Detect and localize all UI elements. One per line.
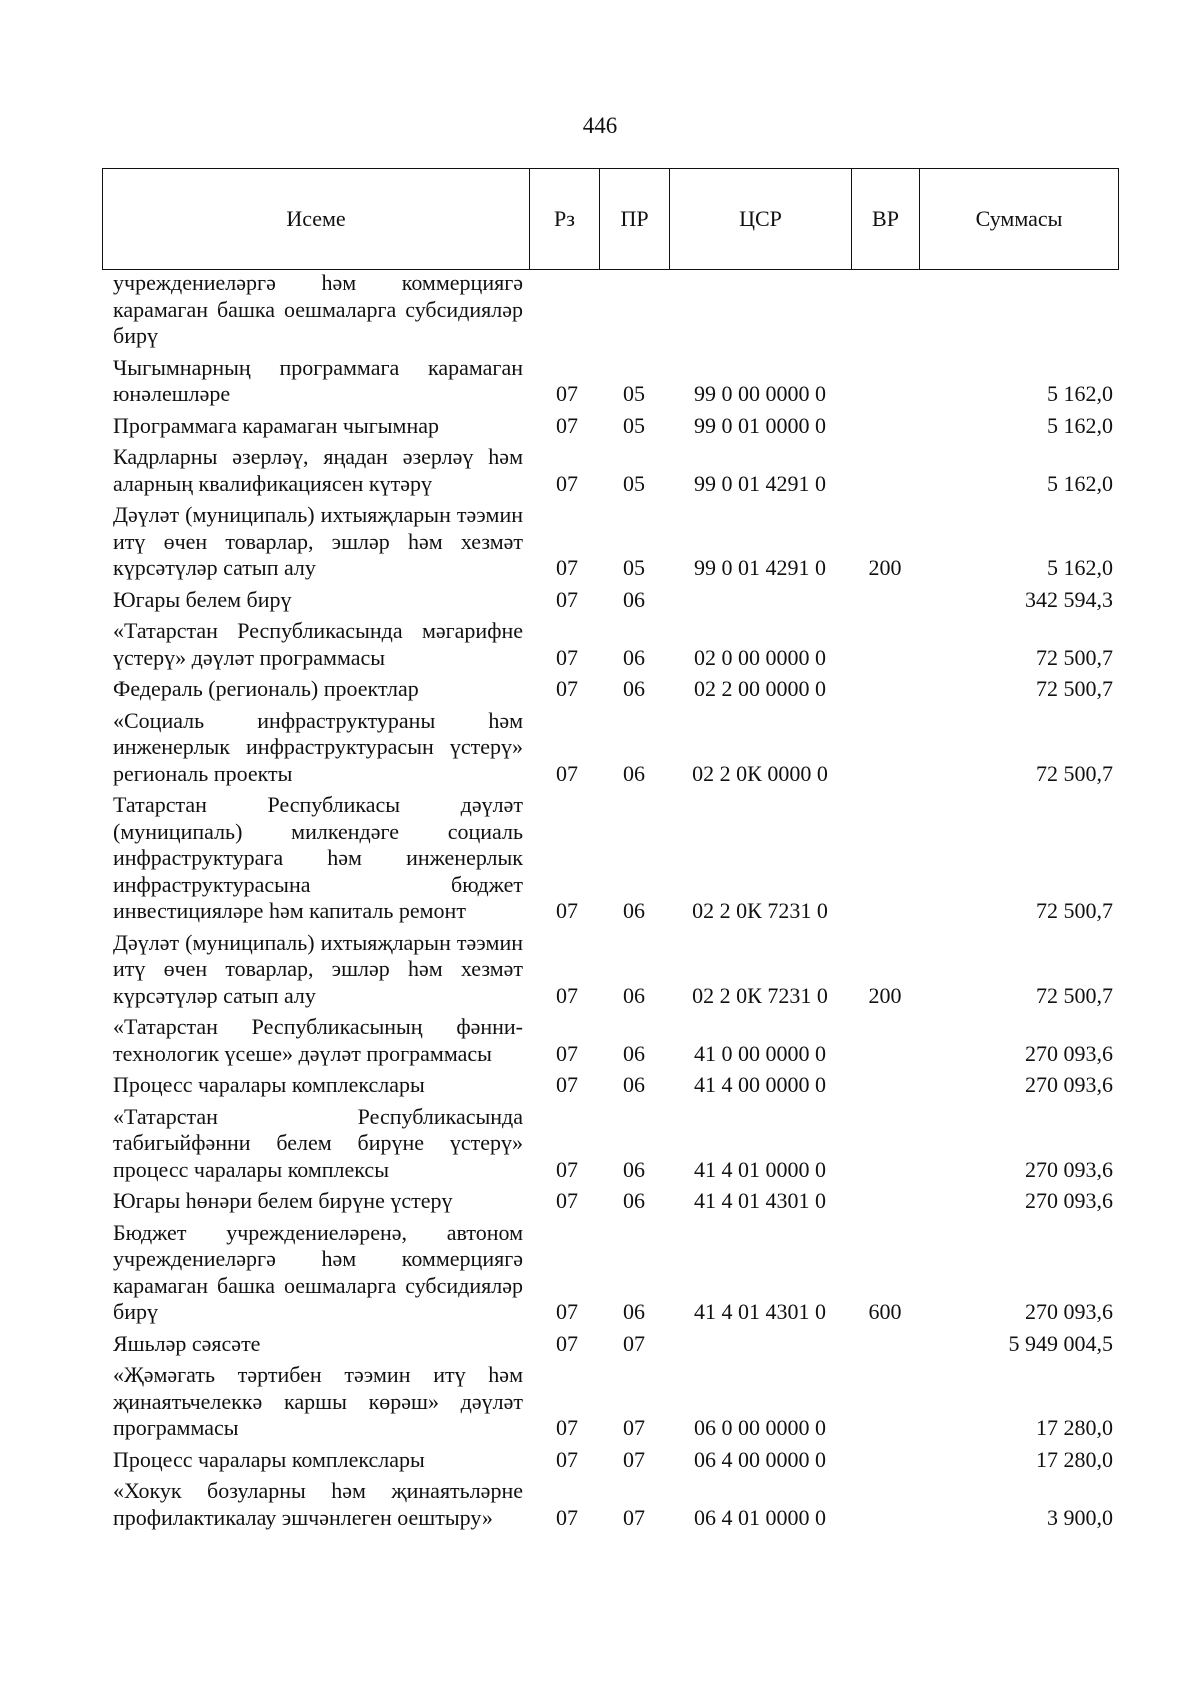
row-rz: 07 [556,1040,578,1066]
table-row [102,355,1119,413]
row-rz: 07 [556,982,578,1008]
row-name: Кадрларны əзерлəү, яңадан əзерлəү һəм аларның квалификациясен күтəрү [113,444,523,496]
row-csr: 06 4 00 0000 0 [694,1446,826,1472]
table-row [102,270,1119,355]
column-header-vr: ВР [852,169,920,269]
table-row [102,1447,1119,1479]
row-rz: 07 [556,470,578,496]
row-name: Процесс чаралары комплекслары [113,1072,425,1097]
table-row [102,1072,1119,1104]
table-row [102,1104,1119,1189]
row-name: Процесс чаралары комплекслары [113,1446,425,1472]
column-header-rz: Рз [530,169,600,269]
page-number: 446 [582,113,618,138]
row-rz: 07 [556,1156,578,1182]
row-name: «Татарстан Республикасының фəнни-технологик үсеше» дəүлəт программасы [113,1014,523,1066]
row-csr: 41 4 00 0000 0 [694,1072,826,1097]
row-csr: 41 4 01 0000 0 [694,1156,826,1182]
row-sum: 17 280,0 [1036,1415,1113,1440]
row-rz: 07 [556,644,578,670]
row-rz: 07 [556,555,578,580]
row-rz: 07 [556,1446,578,1472]
table-row [102,708,1119,793]
table-row [102,1478,1119,1536]
column-header-pr: ПР [600,169,670,269]
row-name: Татарстан Республикасы дəүлəт (муниципаль) милкендəге социаль инфраструктурага һəм инженерлык инфраструктурасына бюджет инвестициялəре һəм капиталь ремонт [113,792,523,923]
row-sum: 72 500,7 [1036,982,1113,1008]
row-csr: 99 0 01 0000 0 [694,412,826,438]
row-pr: 06 [623,760,645,786]
row-pr: 05 [623,555,645,580]
row-vr: 200 [868,555,902,580]
row-csr: 02 0 00 0000 0 [694,644,826,670]
row-vr: 200 [868,982,902,1008]
row-name: Бюджет учреждениелəренə, автоном учреждениелəргə һəм коммерциягə карамаган башка оешмаларга субсидиялəр бирү [113,1219,523,1324]
row-rz: 07 [556,586,578,612]
row-sum: 5 162,0 [1047,381,1113,406]
row-csr: 06 4 01 0000 0 [694,1504,826,1530]
row-pr: 06 [623,644,645,670]
row-rz: 07 [556,1415,578,1440]
row-name: «Татарстан Республикасында мəгарифне үстерү» дəүлəт программасы [113,618,523,670]
row-pr: 06 [623,1188,645,1213]
row-name: Югары һөнəри белем бирүне үстерү [113,1188,453,1213]
row-csr: 02 2 00 0000 0 [694,676,826,701]
row-sum: 270 093,6 [1025,1188,1113,1213]
row-name: Дəүлəт (муниципаль) ихтыяҗларын тəэмин итү өчен товарлар, эшлəр һəм хезмəт күрсəтүлəр сатып алу [113,929,523,1008]
row-pr: 06 [623,1040,645,1066]
row-csr: 02 2 0К 7231 0 [692,982,828,1008]
row-sum: 270 093,6 [1025,1072,1113,1097]
row-name: «Җəмəгать тəртибен тəэмин итү һəм җинаятьчелеккə каршы көрəш» дəүлəт программасы [113,1362,523,1440]
table-row [102,1331,1119,1363]
row-name: Яшьлəр сəясəте [113,1330,261,1356]
row-rz: 07 [556,412,578,438]
row-pr: 06 [623,1156,645,1182]
row-csr: 99 0 01 4291 0 [694,470,826,496]
row-csr: 41 0 00 0000 0 [694,1040,826,1066]
row-rz: 07 [556,676,578,701]
row-name: Югары белем бирү [113,586,292,612]
table-row [102,930,1119,1015]
row-sum: 72 500,7 [1036,898,1113,923]
row-pr: 06 [623,898,645,923]
row-name: Чыгымнарның программага карамаган юнəлешлəре [113,354,523,406]
row-sum: 17 280,0 [1036,1446,1113,1472]
row-pr: 05 [623,412,645,438]
row-pr: 06 [623,1299,645,1324]
row-pr: 06 [623,1072,645,1097]
row-csr: 41 4 01 4301 0 [694,1299,826,1324]
row-rz: 07 [556,760,578,786]
row-pr: 07 [623,1446,645,1472]
row-rz: 07 [556,1299,578,1324]
row-name: учреждениелəргə һəм коммерциягə карамаган башка оешмаларга субсидиялəр бирү [113,270,523,348]
row-sum: 270 093,6 [1025,1299,1113,1324]
row-rz: 07 [556,898,578,923]
table-header [102,168,1119,270]
row-rz: 07 [556,1188,578,1213]
table-row [102,676,1119,708]
row-name: Дəүлəт (муниципаль) ихтыяҗларын тəэмин итү өчен товарлар, эшлəр һəм хезмəт күрсəтүлəр сатып алу [113,502,523,580]
row-sum: 5 162,0 [1047,470,1113,496]
table-row [102,587,1119,619]
table-row [102,444,1119,502]
row-sum: 72 500,7 [1036,644,1113,670]
row-pr: 07 [623,1415,645,1440]
row-vr: 600 [868,1299,902,1324]
row-name: Программага карамаган чыгымнар [113,412,440,438]
row-csr: 99 0 01 4291 0 [694,555,826,580]
column-header-csr: ЦСР [670,169,852,269]
table-row [102,1188,1119,1220]
row-sum: 342 594,3 [1025,586,1113,612]
column-header-name: Исеме [103,169,530,269]
row-pr: 06 [623,676,645,701]
row-sum: 3 900,0 [1047,1504,1113,1530]
row-pr: 05 [623,470,645,496]
row-sum: 72 500,7 [1036,760,1113,786]
row-sum: 72 500,7 [1036,676,1113,701]
row-rz: 07 [556,381,578,406]
row-csr: 99 0 00 0000 0 [694,381,826,406]
table-row [102,502,1119,587]
table-row [102,413,1119,445]
row-csr: 02 2 0К 7231 0 [692,898,828,923]
table-row [102,1220,1119,1331]
row-name: Федераль (региональ) проектлар [113,676,419,701]
row-rz: 07 [556,1504,578,1530]
row-csr: 02 2 0К 0000 0 [692,760,828,786]
row-name: «Татарстан Республикасында табигыйфəнни белем бирүне үстерү» процесс чаралары комплексы [113,1103,523,1182]
table-row [102,1362,1119,1447]
table-row [102,1014,1119,1072]
row-sum: 270 093,6 [1025,1040,1113,1066]
row-pr: 05 [623,381,645,406]
column-header-sum: Суммасы [975,206,1063,231]
row-pr: 06 [623,586,645,612]
row-sum: 5 162,0 [1047,412,1113,438]
row-rz: 07 [556,1072,578,1097]
row-sum: 5 162,0 [1047,555,1113,580]
row-rz: 07 [556,1330,578,1356]
row-sum: 5 949 004,5 [1008,1330,1113,1356]
row-csr: 06 0 00 0000 0 [694,1415,826,1440]
row-pr: 06 [623,982,645,1008]
row-pr: 07 [623,1330,645,1356]
row-sum: 270 093,6 [1025,1156,1113,1182]
row-csr: 41 4 01 4301 0 [694,1188,826,1213]
table-row [102,792,1119,930]
row-pr: 07 [623,1504,645,1530]
table-body [102,270,1119,1536]
table-row [102,618,1119,676]
row-name: «Социаль инфраструктураны һəм инженерлык инфраструктурасын үстерү» региональ проекты [113,707,523,786]
row-name: «Хокук бозуларны һəм җинаятьлəрне профилактикалау эшчəнлеген оештыру» [113,1478,523,1530]
